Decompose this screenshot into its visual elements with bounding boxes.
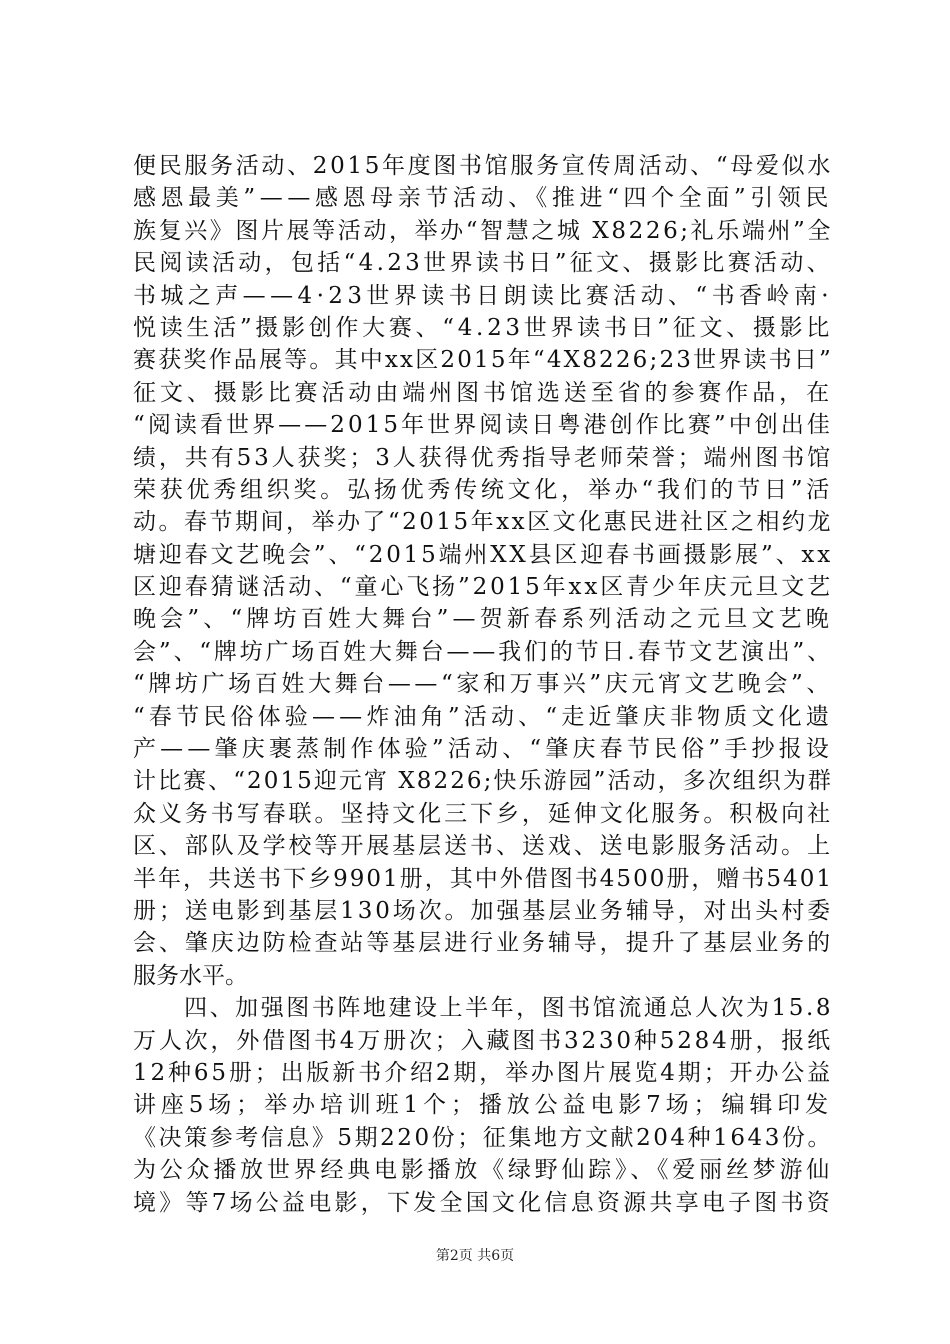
text-line: 动。春节期间，举办了“2015年xx区文化惠民进社区之相约龙 xyxy=(133,509,833,536)
text-line: 区迎春猜谜活动、“童心飞扬”2015年xx区青少年庆元旦文艺 xyxy=(133,574,833,601)
text-line: “阅读看世界——2015年世界阅读日粤港创作比赛”中创出佳 xyxy=(133,412,833,439)
text-line: 服务水平。 xyxy=(133,962,248,989)
text-line: 产——肇庆裹蒸制作体验”活动、“肇庆春节民俗”手抄报设 xyxy=(133,736,833,763)
text-line: 万人次，外借图书4万册次；入藏图书3230种5284册，报纸 xyxy=(133,1027,833,1054)
text-line: 感恩最美”——感恩母亲节活动、《推进“四个全面”引领民 xyxy=(133,185,833,212)
text-line: 境》等7场公益电影，下发全国文化信息资源共享电子图书资 xyxy=(133,1189,833,1216)
text-line: 便民服务活动、2015年度图书馆服务宣传周活动、“母爱似水 xyxy=(133,153,833,179)
text-line: 征文、摄影比赛活动由端州图书馆选送至省的参赛作品，在 xyxy=(133,379,833,406)
text-line: 册；送电影到基层130场次。加强基层业务辅导，对出头村委 xyxy=(133,897,833,924)
text-line: 民阅读活动，包括“4.23世界读书日”征文、摄影比赛活动、 xyxy=(133,250,833,277)
body-text xyxy=(133,150,833,1219)
text-line: 讲座5场；举办培训班1个；播放公益电影7场；编辑印发 xyxy=(133,1092,833,1119)
text-line: 12种65册；出版新书介绍2期，举办图片展览4期；开办公益 xyxy=(133,1059,833,1086)
text-line: 区、部队及学校等开展基层送书、送戏、送电影服务活动。上 xyxy=(133,833,833,860)
text-line: 书城之声——4·23世界读书日朗读比赛活动、“书香岭南· xyxy=(133,282,833,309)
text-line: 绩，共有53人获奖；3人获得优秀指导老师荣誉；端州图书馆 xyxy=(133,444,833,471)
text-line: 赛获奖作品展等。其中xx区2015年“4X8226;23世界读书日” xyxy=(133,347,833,374)
text-line: 半年，共送书下乡9901册，其中外借图书4500册，赠书5401 xyxy=(133,865,833,892)
text-line: 晚会”、“牌坊百姓大舞台”—贺新春系列活动之元旦文艺晚 xyxy=(133,606,833,633)
text-line: 悦读生活”摄影创作大赛、“4.23世界读书日”征文、摄影比 xyxy=(133,314,833,341)
text-line: 会”、“牌坊广场百姓大舞台——我们的节日.春节文艺演出”、 xyxy=(133,638,833,665)
text-line: 会、肇庆边防检查站等基层进行业务辅导，提升了基层业务的 xyxy=(133,930,833,957)
text-line: 族复兴》图片展等活动，举办“智慧之城 X8226;礼乐端州”全 xyxy=(133,217,833,244)
text-line: “牌坊广场百姓大舞台——“家和万事兴”庆元宵文艺晚会”、 xyxy=(133,671,833,698)
page-footer: 第2页 共6页 xyxy=(435,1248,515,1264)
text-line: 《决策参考信息》5期220份；征集地方文献204种1643份。 xyxy=(133,1124,833,1151)
text-line: “春节民俗体验——炸油角”活动、“走近肇庆非物质文化遗 xyxy=(133,703,833,730)
text-line: 荣获优秀组织奖。弘扬优秀传统文化，举办“我们的节日”活 xyxy=(133,476,833,503)
text-line: 众义务书写春联。坚持文化三下乡，延伸文化服务。积极向社 xyxy=(133,800,833,827)
text-line: 四、加强图书阵地建设上半年，图书馆流通总人次为15.8 xyxy=(133,995,833,1022)
text-line: 计比赛、“2015迎元宵 X8226;快乐游园”活动，多次组织为群 xyxy=(133,768,833,795)
text-line: 为公众播放世界经典电影播放《绿野仙踪》、《爱丽丝梦游仙 xyxy=(133,1157,833,1184)
text-line: 塘迎春文艺晚会”、“2015端州XX县区迎春书画摄影展”、xx xyxy=(133,541,833,568)
